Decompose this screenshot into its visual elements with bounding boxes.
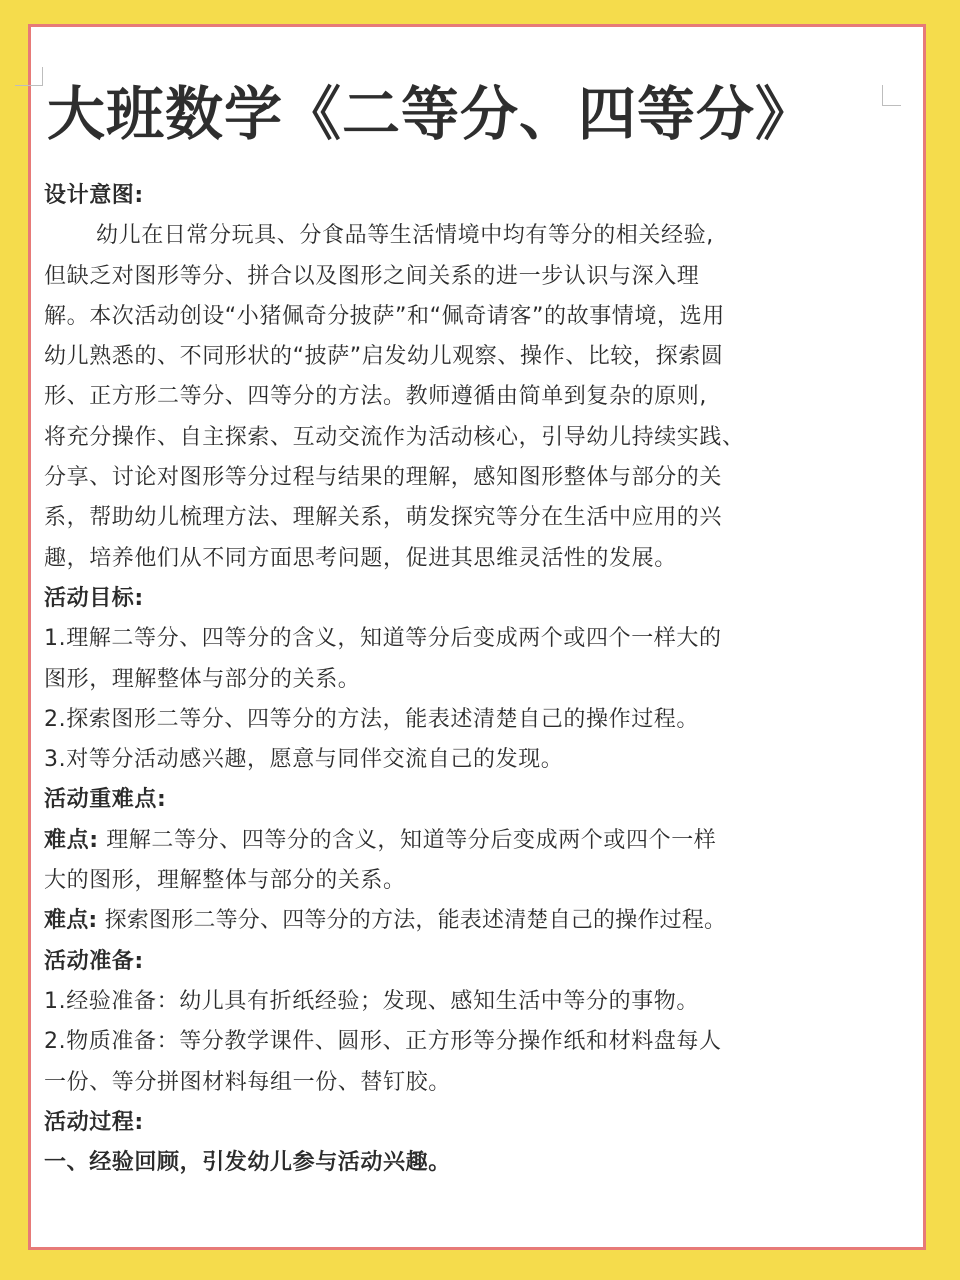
key-point-line (44, 821, 874, 861)
section-heading-key-points: 活动重难点: (44, 787, 167, 813)
section-heading-design-intent: 设计意图: (44, 183, 144, 208)
preparation-line: 1.经验准备：幼儿具有折纸经验；发现、感知生活中等分的事物。 (44, 988, 699, 1014)
crop-mark-top-left (15, 67, 43, 86)
section-heading-process: 活动过程: (44, 1109, 144, 1135)
paragraph-line: 但缺乏对图形等分、拼合以及图形之间关系的进一步认识与深入理 (44, 263, 700, 289)
key-point-line: 大的图形，理解整体与部分的关系。 (44, 868, 406, 894)
document-title: 大班数学《二等分、四等分》 (47, 80, 815, 148)
paragraph-line: 将充分操作、自主探索、互动交流作为活动核心，引导幼儿持续实践、 (44, 424, 745, 450)
paragraph-line: 形、正方形二等分、四等分的方法。教师遵循由简单到复杂的原则, (44, 384, 707, 410)
goal-line: 2.探索图形二等分、四等分的方法，能表述清楚自己的操作过程。 (44, 706, 699, 732)
goal-line: 图形，理解整体与部分的关系。 (44, 666, 361, 692)
document-body (44, 176, 874, 1183)
goal-line: 1.理解二等分、四等分的含义，知道等分后变成两个或四个一样大的 (44, 626, 722, 652)
paragraph-line: 分享、讨论对图形等分过程与结果的理解，感知图形整体与部分的关 (44, 465, 723, 491)
section-heading-goals: 活动目标: (44, 585, 144, 611)
key-point-text: 探索图形二等分、四等分的方法，能表述清楚自己的操作过程。 (104, 908, 727, 934)
paragraph-line: 系，帮助幼儿梳理方法、理解关系，萌发探究等分在生活中应用的兴 (44, 505, 723, 531)
preparation-line: 2.物质准备：等分教学课件、圆形、正方形等分操作纸和材料盘每人 (44, 1029, 722, 1055)
key-point-label: 难点: (44, 908, 98, 934)
section-heading-preparation: 活动准备: (44, 948, 144, 974)
paragraph-line: 趣，培养他们从不同方面思考问题，促进其思维灵活性的发展。 (44, 545, 677, 571)
paragraph-line: 幼儿熟悉的、不同形状的“披萨”启发幼儿观察、操作、比较，探索圆 (44, 344, 724, 370)
paragraph-line: 解。本次活动创设“小猪佩奇分披萨”和“佩奇请客”的故事情境，选用 (44, 303, 725, 329)
key-point-label: 难点: (44, 827, 99, 853)
paragraph-line: 幼儿在日常分玩具、分食品等生活情境中均有等分的相关经验, (96, 223, 714, 249)
key-point-text: 理解二等分、四等分的含义，知道等分后变成两个或四个一样 (106, 827, 717, 853)
goal-line: 3.对等分活动感兴趣，愿意与同伴交流自己的发现。 (44, 747, 564, 773)
preparation-line: 一份、等分拼图材料每组一份、替钉胶。 (44, 1069, 451, 1095)
process-step: 一、经验回顾，引发幼儿参与活动兴趣。 (44, 1150, 451, 1176)
key-point-line (44, 901, 874, 941)
